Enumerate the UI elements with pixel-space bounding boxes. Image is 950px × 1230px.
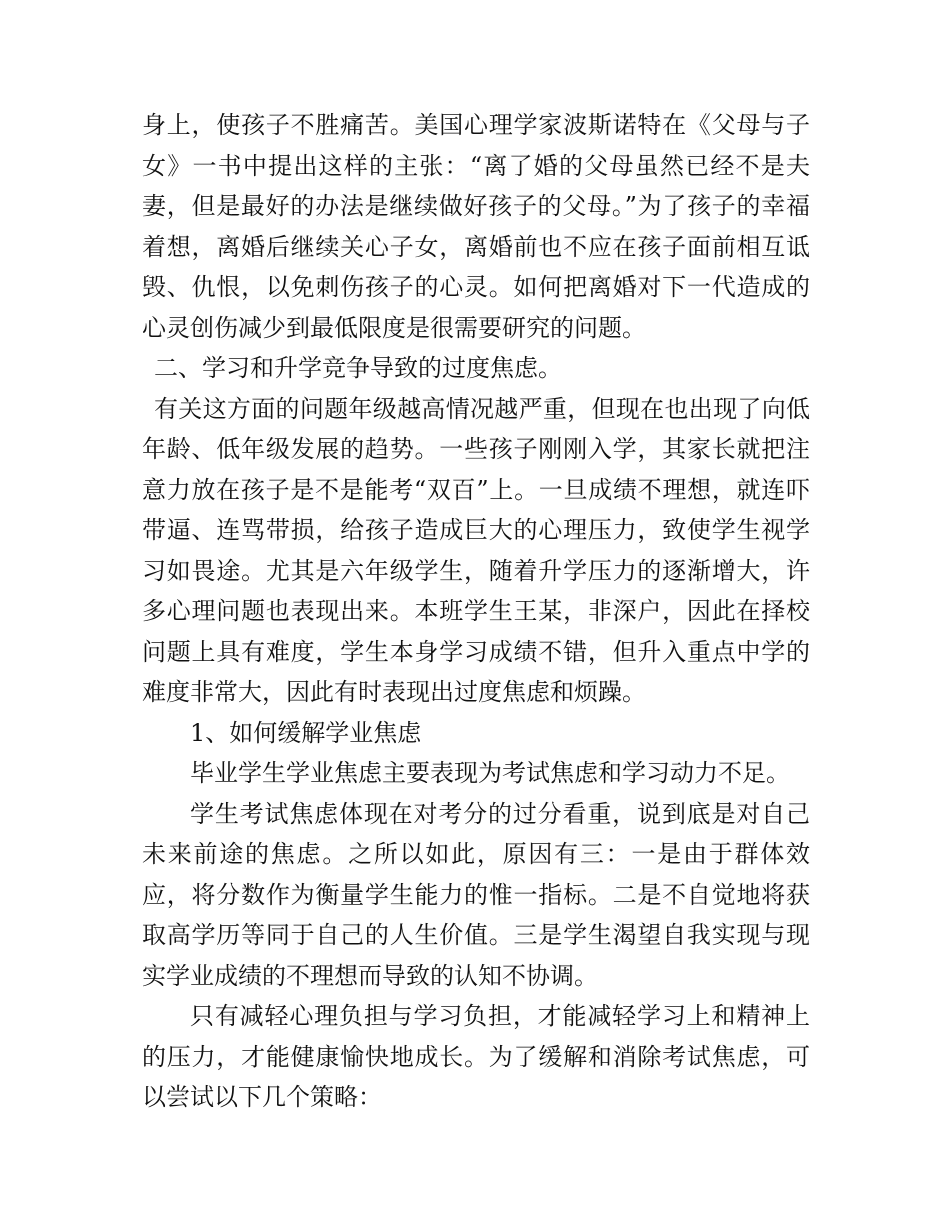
paragraph-exam-anxiety: 学生考试焦虑体现在对考分的过分看重，说到底是对自己未来前途的焦虑。之所以如此，原因有三：一是由于群体效应，将分数作为衡量学生能力的惟一指标。二是不自觉地将获取高学历等同于自己的人生价值。三是学生渴望自我实现与现实学业成绩的不理想而导致的认知不协调。 [142, 799, 810, 990]
section-heading-anxiety: 二、学习和升学竞争导致的过度焦虑。 [154, 354, 562, 382]
paragraph-graduate-anxiety: 毕业学生学业焦虑主要表现为考试焦虑和学习动力不足。 [190, 759, 790, 787]
body-text [142, 105, 810, 1118]
paragraph-divorce-impact: 身上，使孩子不胜痛苦。美国心理学家波斯诺特在《父母与子女》一书中提出这样的主张：“离了婚的父母虽然已经不是夫妻，但是最好的办法是继续做好孩子的父母。”为了孩子的幸福着想，离婚后继续关心子女，离婚前也不应在孩子面前相互诋毁、仇恨，以免刺伤孩子的心灵。如何把离婚对下一代造成的心灵创伤减少到最低限度是很需要研究的问题。 [142, 111, 810, 342]
paragraph-strategies: 只有减轻心理负担与学习负担，才能减轻学习上和精神上的压力，才能健康愉快地成长。为了缓解和消除考试焦虑，可以尝试以下几个策略： [142, 1002, 810, 1111]
subheading-relieve-anxiety: 1、如何缓解学业焦虑 [190, 718, 422, 747]
paragraph-competition: 有关这方面的问题年级越高情况越严重，但现在也出现了向低年龄、低年级发展的趋势。一些孩子刚刚入学，其家长就把注意力放在孩子是不是能考“双百”上。一旦成绩不理想，就连吓带逼、连骂带损，给孩子造成巨大的心理压力，致使学生视学习如畏途。尤其是六年级学生，随着升学压力的逐渐增大，许多心理问题也表现出来。本班学生王某，非深户，因此在择校问题上具有难度，学生本身学习成绩不错，但升入重点中学的难度非常大，因此有时表现出过度焦虑和烦躁。 [142, 394, 810, 706]
